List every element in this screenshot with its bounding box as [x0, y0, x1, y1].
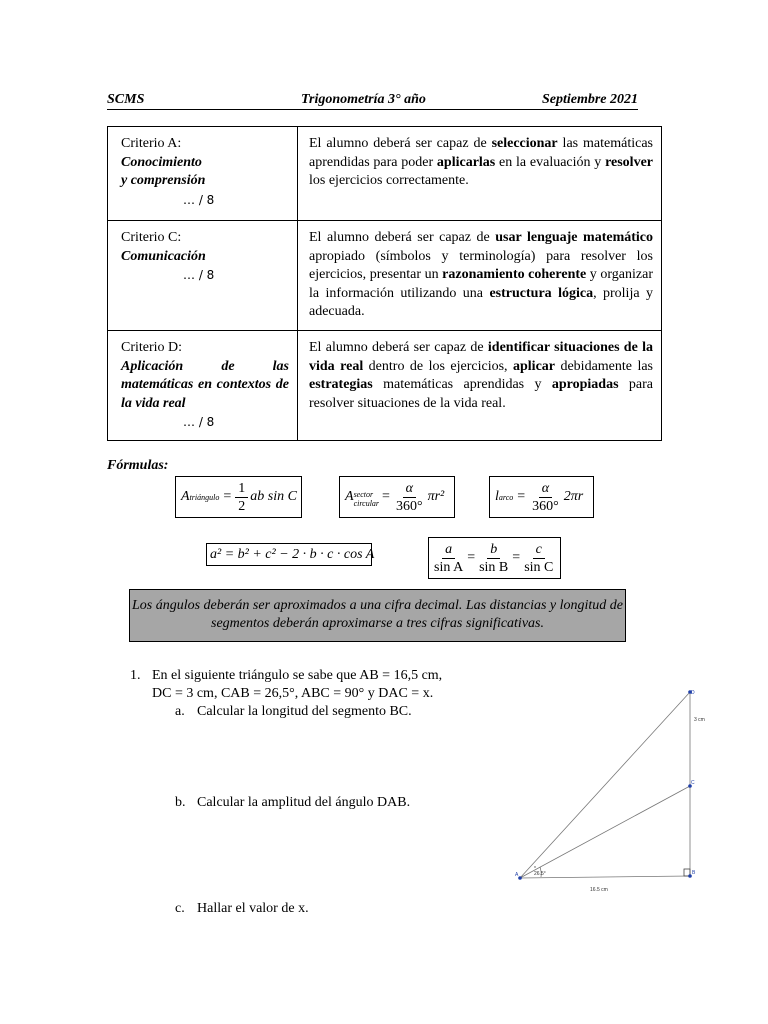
- criterion-name: Aplicación de las matemáticas en contextos de la vida real: [121, 358, 289, 411]
- formula-subscript: sector: [353, 490, 374, 499]
- question-item-b: Calcular la amplitud del ángulo DAB.: [197, 795, 411, 810]
- description-text: en la evaluación y: [495, 154, 606, 170]
- formula-rest: πr²: [427, 489, 445, 504]
- description-text: matemáticas aprendidas y: [372, 377, 552, 392]
- description-keyword: seleccionar: [491, 136, 558, 151]
- fraction-numerator: a: [442, 541, 455, 559]
- description-keyword: razonamiento coherente: [442, 267, 587, 282]
- description-text: apropiado (símbolos y terminología) para resolver los ejercicios, presentar un: [309, 248, 653, 282]
- label-C: C: [691, 780, 695, 786]
- criterion-score: … / 8: [183, 192, 215, 207]
- criterion-description: [298, 221, 662, 331]
- description-text: debidamente las: [555, 358, 654, 374]
- fraction-denominator: sin A: [434, 559, 464, 575]
- fraction-numerator: c: [533, 541, 545, 559]
- criterion-label-cell: [108, 331, 298, 441]
- criterion-title: Criterio D:: [121, 340, 183, 355]
- triangle-area-formula: [175, 476, 302, 518]
- label-D: D: [691, 690, 695, 696]
- description-text: El alumno deberá ser capaz de: [309, 230, 496, 245]
- description-text: para resolver situaciones de la vida real.: [309, 377, 654, 411]
- criterion-title: Criterio A:: [121, 136, 182, 151]
- description-keyword: aplicar: [513, 358, 555, 374]
- sine-law-formula: [428, 537, 561, 579]
- point-A: [518, 876, 522, 880]
- description-text: El alumno deberá ser capaz de: [309, 340, 488, 355]
- formula-subscript: arco: [498, 492, 514, 502]
- criterion-score: … / 8: [183, 268, 215, 282]
- page-header: [107, 92, 638, 110]
- x-angle-label: x: [534, 864, 536, 869]
- dc-length-label: 3 cm: [694, 717, 705, 723]
- formula-symbol: A: [345, 489, 354, 504]
- approximation-note: Los ángulos deberán ser aproximados a una cifra decimal. Las distancias y longitud de segmentos deberán aproximarse a tres cifras significativas.: [129, 589, 626, 642]
- fraction-denominator: sin C: [524, 559, 554, 575]
- criterion-name: y comprensión: [121, 173, 206, 188]
- question-number: 1.: [130, 668, 141, 683]
- label-B: B: [692, 870, 696, 876]
- description-keyword: apropiadas: [551, 377, 619, 392]
- criterion-name: Comunicación: [121, 248, 206, 264]
- angle-label: 26.5°: [534, 871, 546, 877]
- fraction-denominator: 360°: [532, 498, 559, 514]
- criterion-description: [298, 331, 662, 441]
- description-keyword: identificar situaciones de la vida real: [309, 340, 653, 374]
- criterion-title: Criterio C:: [121, 230, 182, 245]
- question-item-a: Calcular la longitud del segmento BC.: [197, 704, 412, 719]
- equals-sign: =: [517, 489, 526, 504]
- question-line-2: DC = 3 cm, CAB = 26,5°, ABC = 90° y DAC = x.: [152, 686, 434, 701]
- criterion-label-cell: [108, 221, 298, 331]
- formula-subscript: triángulo: [189, 492, 220, 502]
- formulas-label: Fórmulas:: [107, 458, 169, 473]
- description-keyword: resolver: [605, 154, 654, 170]
- formula-subscript: circular: [353, 499, 380, 508]
- criterion-description: [298, 127, 662, 221]
- formula-rest: 2πr: [563, 489, 584, 504]
- criterion-score: … / 8: [183, 415, 215, 429]
- fraction-numerator: α: [403, 480, 416, 498]
- criterion-row: [108, 331, 662, 441]
- description-text: los ejercicios correctamente.: [309, 173, 469, 188]
- description-text: , prolija y adecuada.: [309, 285, 653, 319]
- formula-symbol: l: [495, 489, 499, 504]
- question-item-c-label: c.: [175, 901, 185, 916]
- fraction-numerator: α: [539, 480, 552, 498]
- fraction-denominator: 2: [238, 498, 246, 514]
- equals-sign: =: [512, 550, 521, 565]
- equals-sign: =: [382, 489, 390, 504]
- sector-area-formula: [339, 476, 455, 518]
- segment-AD: [520, 692, 690, 878]
- arc-length-formula: [489, 476, 594, 518]
- fraction-denominator: 360°: [395, 498, 423, 514]
- school-name: SCMS: [107, 92, 145, 107]
- description-text: las matemáticas aprendidas para poder: [309, 136, 653, 170]
- question-item-b-label: b.: [175, 795, 186, 810]
- subject-title: Trigonometría 3° año: [301, 92, 426, 107]
- criterion-row: [108, 127, 662, 221]
- label-A: A: [515, 872, 519, 878]
- equals-sign: =: [223, 489, 232, 504]
- equals-sign: =: [467, 550, 476, 565]
- date-label: Septiembre 2021: [541, 92, 638, 107]
- formula-rest: ab sin C: [250, 489, 297, 504]
- triangle-diagram: [505, 680, 725, 900]
- description-keyword: estrategias: [309, 377, 373, 392]
- question-line-1: En el siguiente triángulo se sabe que AB = 16,5 cm,: [152, 668, 443, 683]
- criterion-row: [108, 221, 662, 331]
- segment-AC: [520, 786, 690, 878]
- description-text: dentro de los ejercicios,: [363, 358, 513, 374]
- description-keyword: usar lenguaje matemático: [495, 230, 653, 245]
- question-item-c: Hallar el valor de x.: [197, 901, 309, 916]
- fraction-denominator: sin B: [479, 559, 509, 575]
- description-text: El alumno deberá ser capaz de: [309, 136, 492, 151]
- cosine-law-text: a² = b² + c² − 2 · b · c · cos A: [210, 546, 375, 562]
- fraction-numerator: 1: [235, 480, 248, 498]
- fraction-numerator: b: [487, 541, 500, 559]
- criterion-name: Conocimiento: [121, 154, 202, 170]
- description-keyword: aplicarlas: [436, 154, 496, 170]
- ab-length-label: 16.5 cm: [590, 887, 608, 893]
- description-text: y organizar la información utilizando una: [309, 267, 653, 301]
- question-item-a-label: a.: [175, 704, 185, 719]
- description-keyword: estructura lógica: [489, 285, 594, 301]
- cosine-law-formula: [206, 543, 375, 566]
- criteria-table: [107, 126, 662, 441]
- formula-symbol: A: [181, 489, 190, 504]
- criterion-label-cell: [108, 127, 298, 221]
